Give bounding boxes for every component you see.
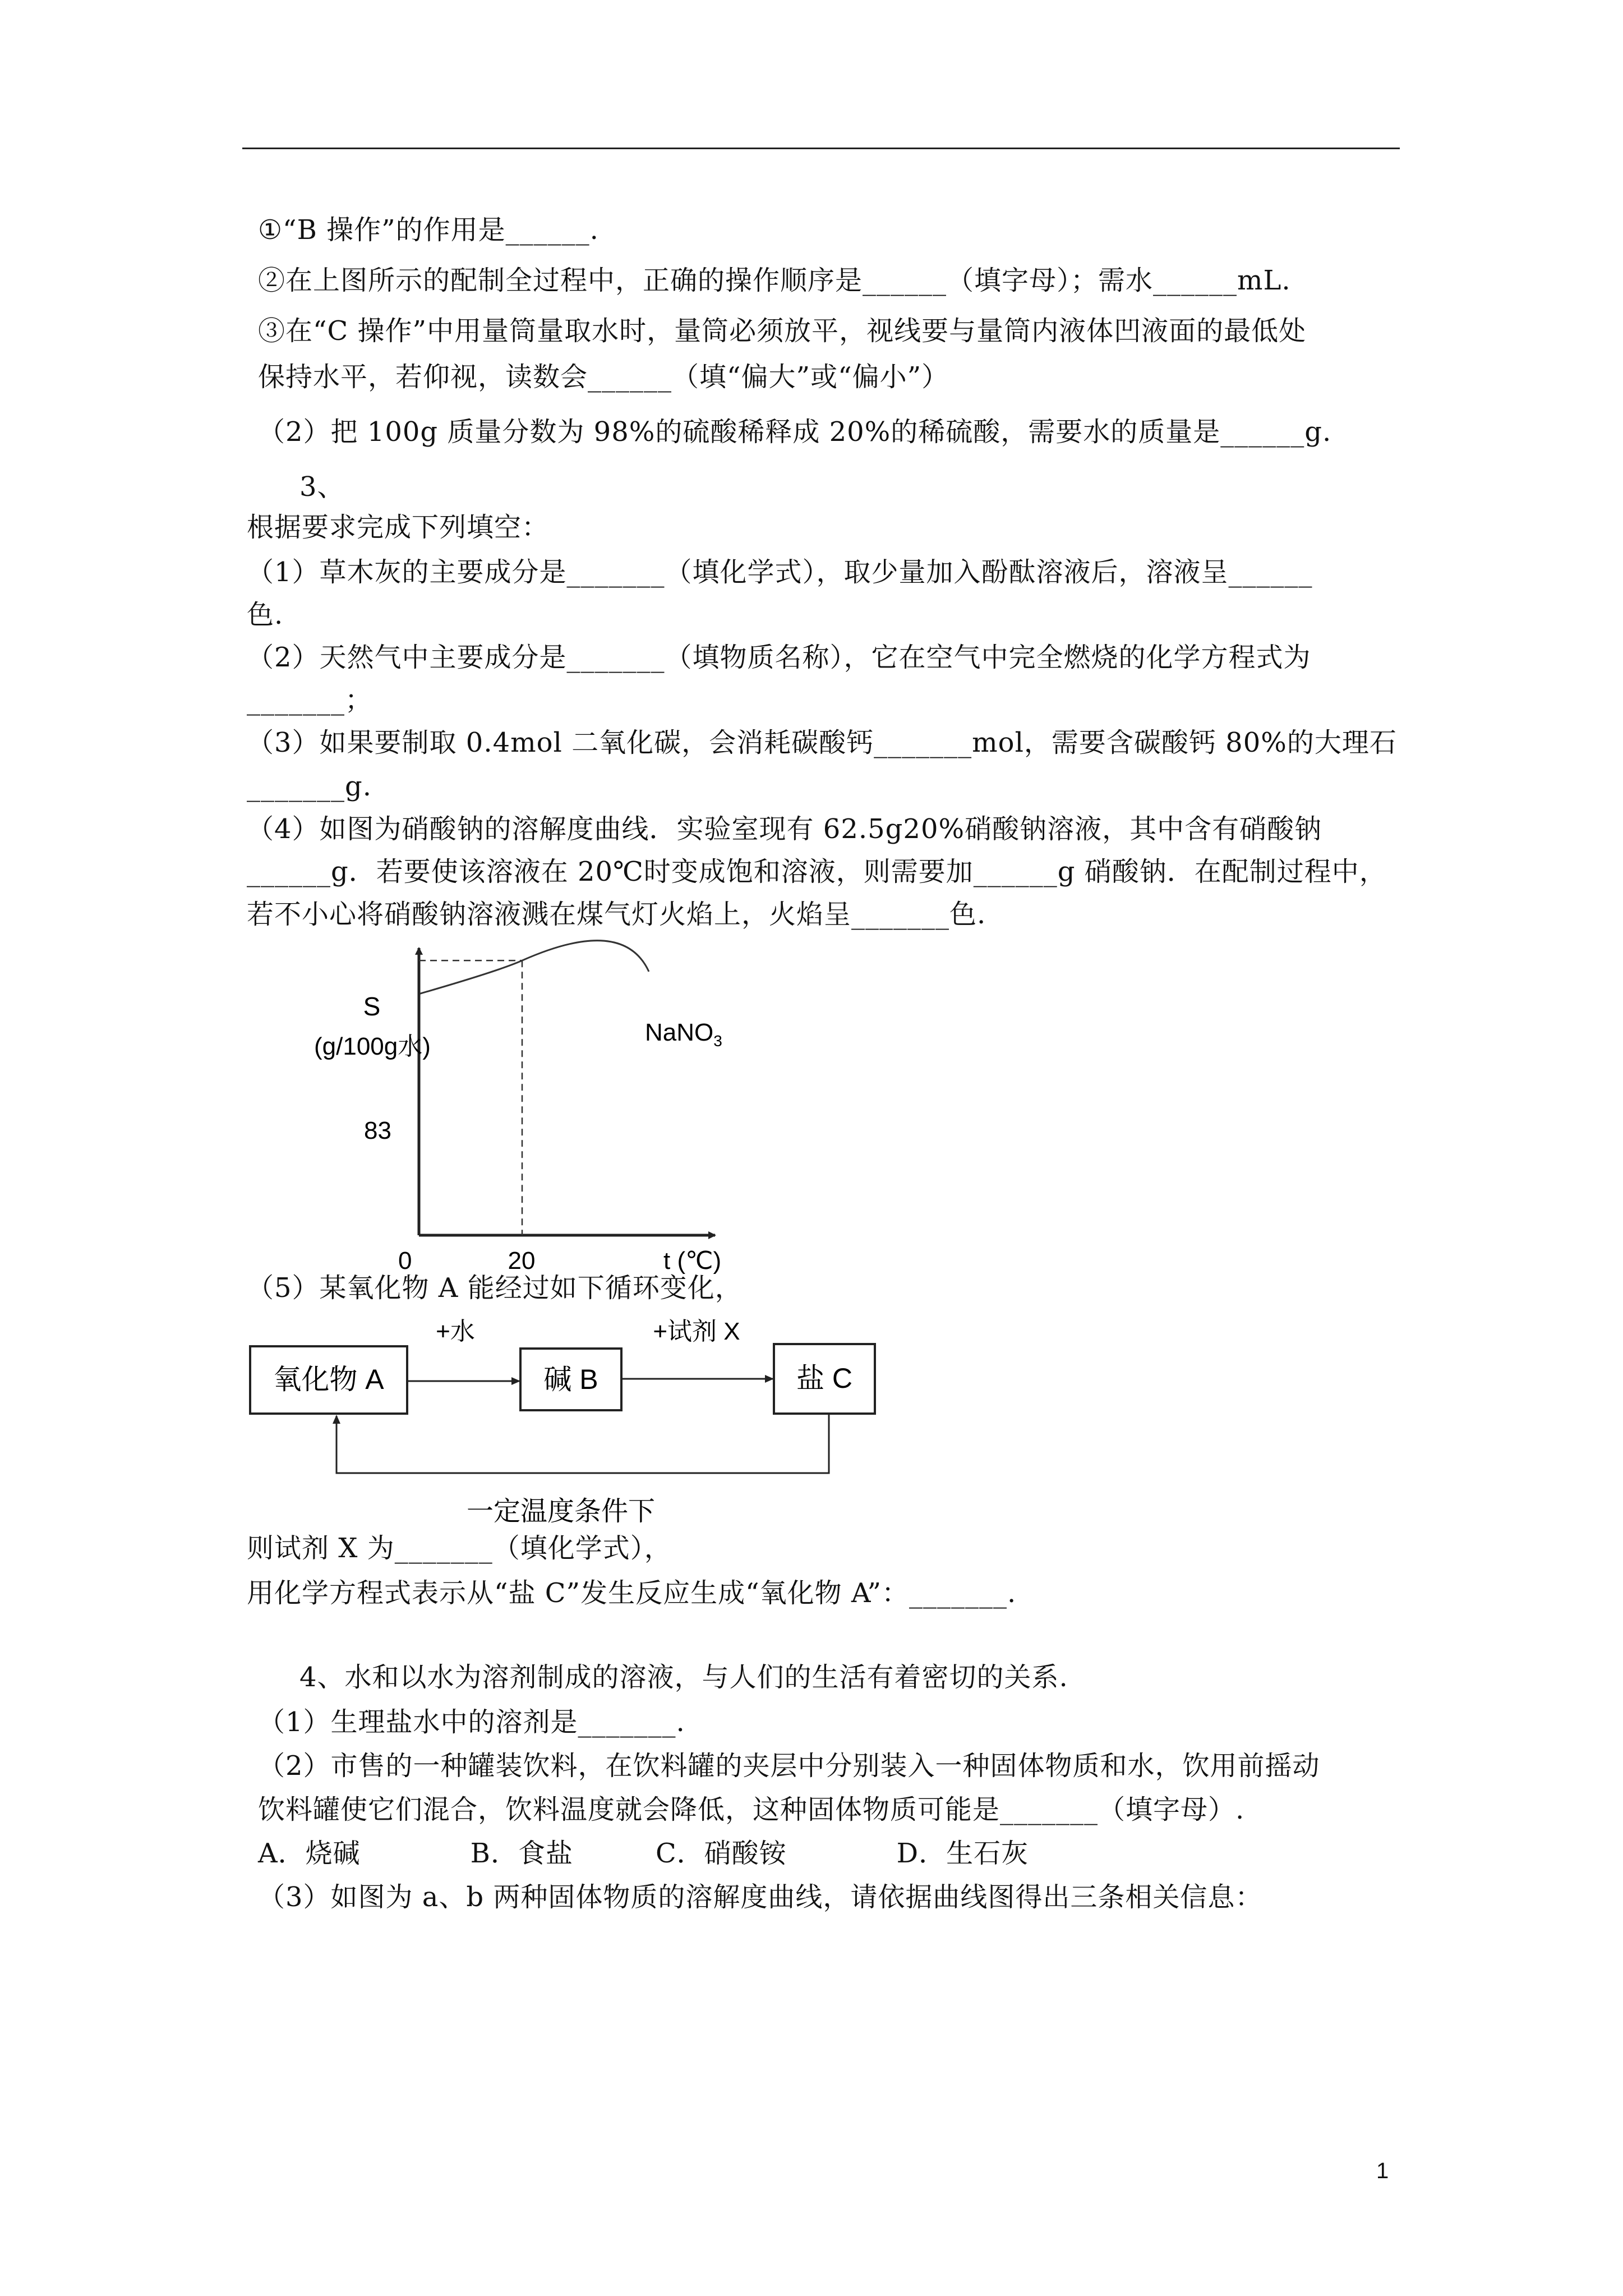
text-line: （2）把 100g 质量分数为 98%的硫酸稀释成 20%的稀硫酸，需要水的质量是______g. [258,416,1332,448]
text-line: 则试剂 X 为_______（填化学式）， [247,1533,672,1564]
text-line: 色. [247,599,284,631]
text-line: （1）生理盐水中的溶剂是_______. [258,1706,685,1738]
nano3-curve [420,941,649,994]
question-number: 3、 [299,471,345,503]
text-line: ______g．若要使该溶液在 20℃时变成饱和溶液，则需要加______g 硝酸钠．在配制过程中， [247,856,1387,887]
text-line: 根据要求完成下列填空： [247,512,550,543]
return-path [336,1414,829,1473]
box-base-b-label: 碱 B [543,1364,598,1395]
text-line: ③在“C 操作”中用量筒量取水时，量筒必须放平，视线要与量筒内液体凹液面的最低处 [258,315,1307,347]
text-line: （2）市售的一种罐装饮料，在饮料罐的夹层中分别装入一种固体物质和水，饮用前摇动 [258,1750,1320,1782]
y-axis-label-unit: (g/100g水) [314,1033,431,1060]
cycle-diagram [236,1313,909,1531]
x-tick-label: 20 [508,1247,536,1274]
y-axis-label-s: S [363,992,381,1021]
text-line: ②在上图所示的配制全过程中，正确的操作顺序是______（填字母）；需水______mL. [258,265,1291,296]
text-line: 保持水平，若仰视，读数会______（填“偏大”或“偏小”） [258,361,949,393]
box-salt-c-label: 盐 C [796,1363,852,1394]
page-number: 1 [1376,2159,1389,2183]
text-line: 若不小心将硝酸钠溶液溅在煤气灯火焰上，火焰呈_______色. [247,899,986,930]
arrow-reagent-label: +试剂 X [653,1318,740,1345]
header-rule [242,148,1400,149]
text-line: （5）某氧化物 A 能经过如下循环变化， [247,1272,743,1304]
text-line: （3）如果要制取 0.4mol 二氧化碳，会消耗碳酸钙_______mol，需要含碳酸钙 80%的大理石 [247,727,1397,758]
text-line: 用化学方程式表示从“盐 C”发生反应生成“氧化物 A”：_______. [247,1577,1017,1609]
answer-options: A．烧碱 B．食盐 C．硝酸铵 D．生石灰 [258,1838,1029,1869]
text-line: （3）如图为 a、b 两种固体物质的溶解度曲线，请依据曲线图得出三条相关信息： [258,1881,1263,1913]
y-tick-label: 83 [364,1117,391,1144]
arrow-water-label: +水 [436,1318,475,1345]
series-label: NaNO$_3$ [645,1019,722,1050]
text-line: （2）天然气中主要成分是_______（填物质名称），它在空气中完全燃烧的化学方程式为 [247,642,1311,673]
solubility-chart [236,937,774,1285]
text-line: （4）如图为硝酸钠的溶解度曲线．实验室现有 62.5g20%硝酸钠溶液，其中含有硝酸钠 [247,813,1322,845]
condition-label: 一定温度条件下 [466,1497,656,1526]
text-line: _______g. [247,771,372,802]
text-line: （1）草木灰的主要成分是_______（填化学式），取少量加入酚酞溶液后，溶液呈______ [247,556,1313,588]
text-line: _______； [247,684,373,716]
text-line: 饮料罐使它们混合，饮料温度就会降低，这种固体物质可能是_______（填字母）. [258,1794,1245,1825]
box-oxide-a-label: 氧化物 A [273,1364,384,1395]
text-line: ①“B 操作”的作用是______. [258,214,599,246]
x-axis-label: t (℃) [663,1247,722,1274]
origin-label: 0 [398,1247,412,1274]
text-line: 4、水和以水为溶剂制成的溶液，与人们的生活有着密切的关系. [299,1662,1068,1693]
